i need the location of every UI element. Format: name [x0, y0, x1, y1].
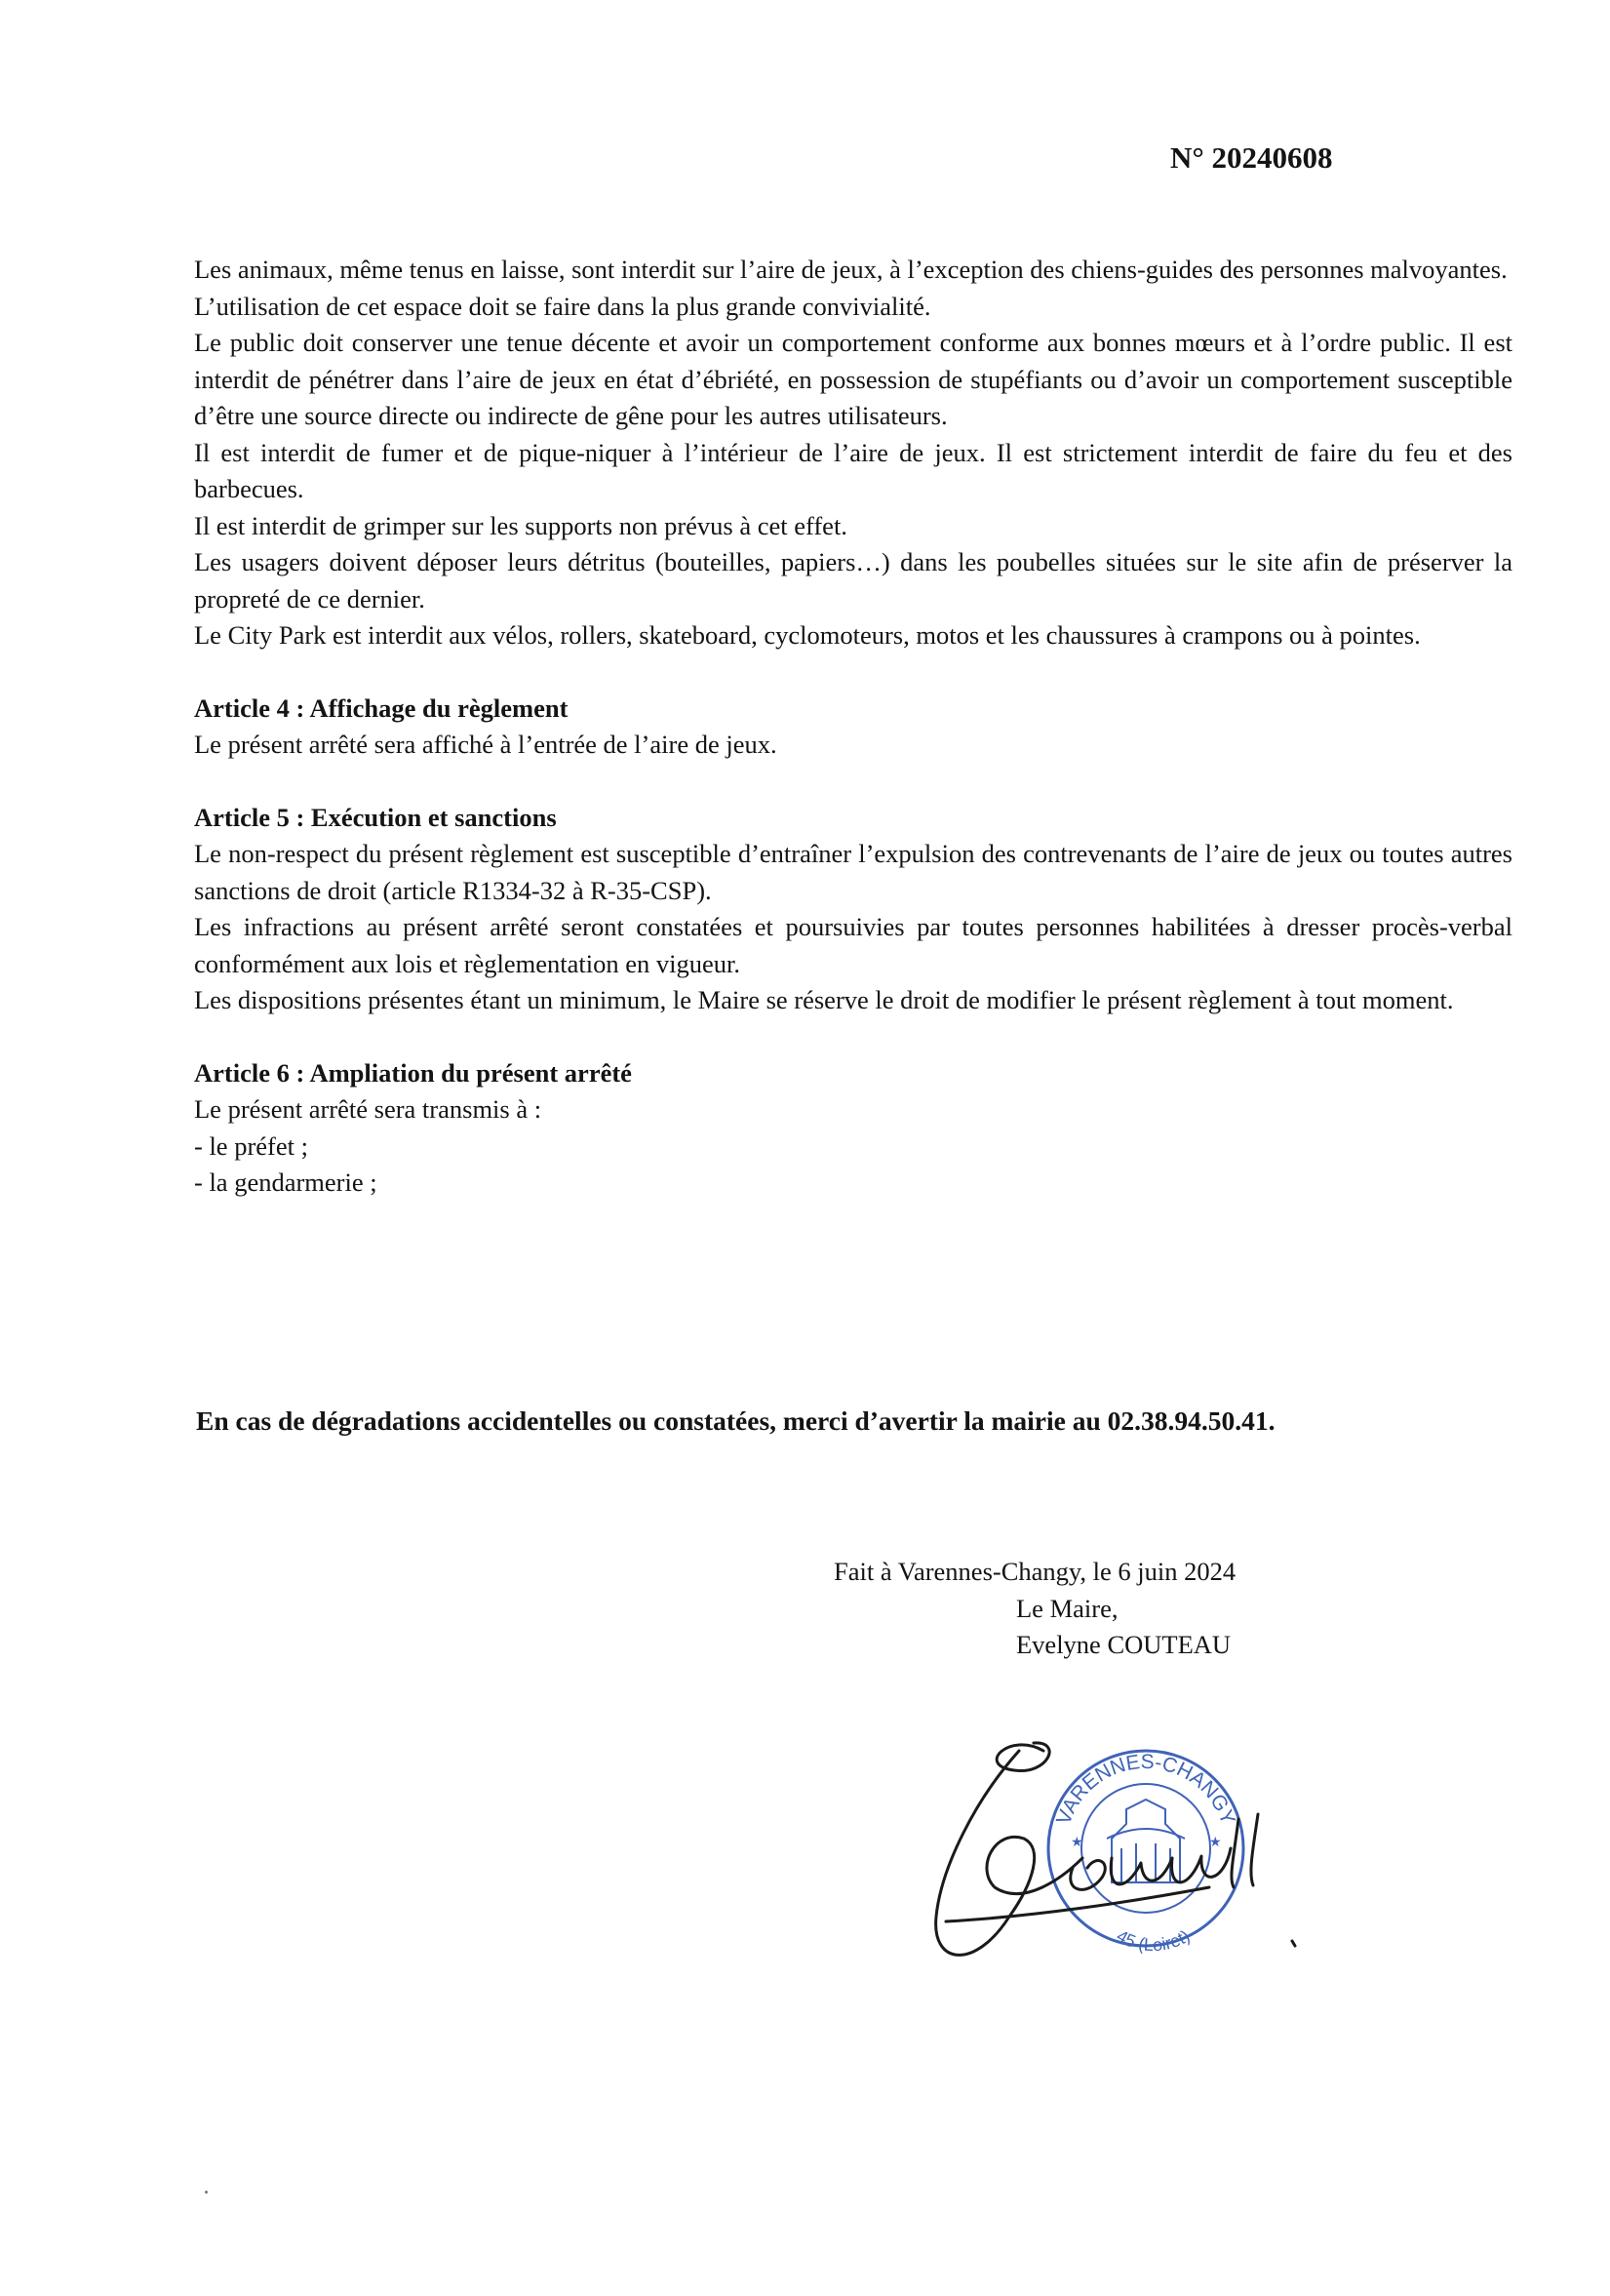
- svg-text:★: ★: [1209, 1834, 1222, 1849]
- document-body: [194, 252, 1512, 1202]
- article-5-paragraph: Le non-respect du présent règlement est susceptible d’entraîner l’expulsion des contrevenants de l’aire de jeux ou toutes autres sanctions de droit (article R1334-32 à R-35-CSP).: [194, 839, 1512, 905]
- scan-speck: [205, 2191, 208, 2194]
- article-6-list-item: - le préfet ;: [194, 1130, 308, 1161]
- article-4-heading: Article 4 : Affichage du règlement: [194, 693, 569, 723]
- article-5-heading: Article 5 : Exécution et sanctions: [194, 802, 557, 832]
- stamp-inner-ring: [1081, 1784, 1210, 1913]
- paragraph-litter: Les usagers doivent déposer leurs détritus (bouteilles, papiers…) dans les poubelles situées sur le site afin de préserver la propreté de ce dernier.: [194, 547, 1512, 614]
- document-number: N° 20240608: [1170, 140, 1333, 175]
- mairie-stamp: [1048, 1751, 1243, 1955]
- signature-name: Evelyne COUTEAU: [1016, 1630, 1232, 1659]
- article-6-heading: Article 6 : Ampliation du présent arrêté: [194, 1057, 632, 1088]
- signature-and-stamp: [917, 1722, 1307, 1985]
- damage-notice: En cas de dégradations accidentelles ou constatées, merci d’avertir la mairie au 02.38.94.50.41.: [196, 1405, 1276, 1436]
- stamp-bottom-text: 45 (Loiret): [1113, 1925, 1194, 1956]
- paragraph-behavior: Le public doit conserver une tenue décente et avoir un comportement conforme aux bonnes mœurs et à l’ordre public. Il est interdit de pénétrer dans l’aire de jeux en état d’ébriété, en possession de stupéfiants ou d’avoir un comportement susceptible d’être une source directe ou indirecte de gêne pour les autres utilisateurs.: [194, 328, 1512, 430]
- paragraph-animals: Les animaux, même tenus en laisse, sont interdit sur l’aire de jeux, à l’exception des chiens-guides des personnes malvoyantes.: [194, 255, 1508, 284]
- signature-role: Le Maire,: [1016, 1594, 1119, 1623]
- article-6-intro: Le présent arrêté sera transmis à :: [194, 1094, 542, 1124]
- article-5-paragraph: Les infractions au présent arrêté seront constatées et poursuivies par toutes personnes habilitées à dresser procès-verbal conformément aux lois et règlementation en vigueur.: [194, 912, 1512, 978]
- paragraph-conviviality: L’utilisation de cet espace doit se faire dans la plus grande convivialité.: [194, 291, 931, 321]
- paragraph-climbing: Il est interdit de grimper sur les supports non prévus à cet effet.: [194, 510, 847, 540]
- svg-text:★: ★: [1071, 1834, 1083, 1849]
- article-4-text: Le présent arrêté sera affiché à l’entrée de l’aire de jeux.: [194, 730, 777, 759]
- signature-place-date: Fait à Varennes-Changy, le 6 juin 2024: [834, 1557, 1237, 1586]
- stamp-top-text: VARENNES-CHANGY: [1052, 1750, 1239, 1828]
- article-5-paragraph: Les dispositions présentes étant un minimum, le Maire se réserve le droit de modifier le présent règlement à tout moment.: [194, 985, 1454, 1014]
- paragraph-smoking: Il est interdit de fumer et de pique-niquer à l’intérieur de l’aire de jeux. Il est strictement interdit de faire du feu et des barbecues.: [194, 437, 1512, 503]
- article-6-list-item: - la gendarmerie ;: [194, 1168, 377, 1197]
- paragraph-city-park: Le City Park est interdit aux vélos, rollers, skateboard, cyclomoteurs, motos et les chaussures à crampons ou à pointes.: [194, 620, 1421, 650]
